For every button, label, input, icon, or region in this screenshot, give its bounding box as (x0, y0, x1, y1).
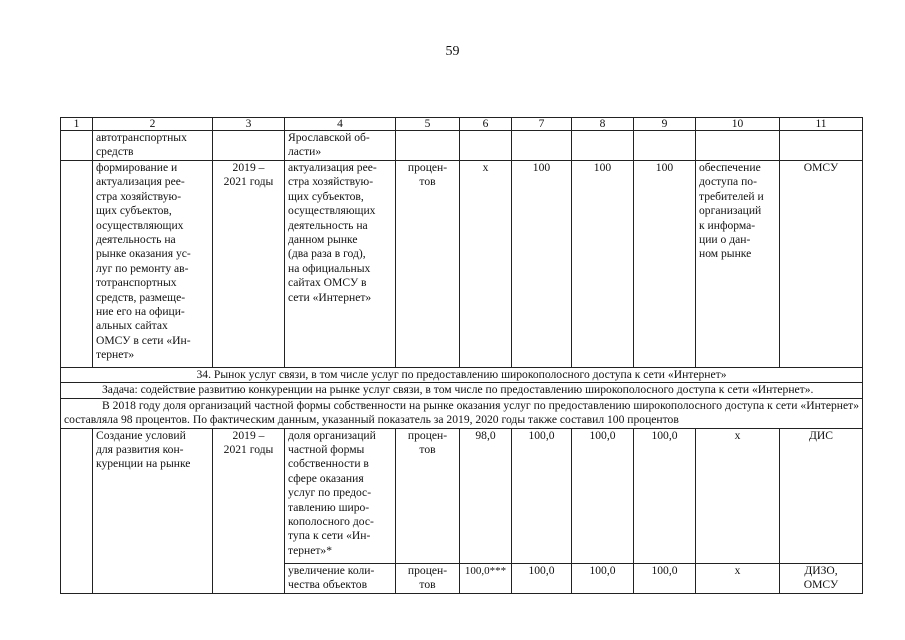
col-number: 5 (396, 118, 460, 131)
table-cell (396, 131, 460, 161)
col-number: 2 (93, 118, 213, 131)
table-cell (696, 131, 780, 161)
table-cell: Создание условий для развития кон- куренции на рынке (93, 428, 213, 593)
col-number: 4 (285, 118, 396, 131)
table-cell: 100,0 (634, 428, 696, 563)
table-cell: 2019 – 2021 годы (213, 161, 285, 368)
table-cell: ДИС (780, 428, 863, 563)
col-number: 11 (780, 118, 863, 131)
table-cell: х (460, 161, 512, 368)
info-row (61, 398, 863, 428)
table-cell: доля организаций частной формы собственности в сфере оказания услуг по предос- тавлению широ- кополосного дос- тупа к сети «Ин- тернет»* (285, 428, 396, 563)
col-number: 9 (634, 118, 696, 131)
table-cell: процен- тов (396, 161, 460, 368)
table-cell: 100 (512, 161, 572, 368)
table-cell (634, 131, 696, 161)
task-text: Задача: содействие развитию конкуренции на рынке услуг связи, в том числе по предоставлению широкополосного доступа к сети «Интернет». (61, 383, 863, 398)
col-number: 1 (61, 118, 93, 131)
table-cell (460, 131, 512, 161)
table-cell: 100,0 (572, 563, 634, 593)
table-cell: процен- тов (396, 563, 460, 593)
section-title-row (61, 368, 863, 383)
table-cell (61, 161, 93, 368)
col-number: 6 (460, 118, 512, 131)
table-cell: ДИЗО, ОМСУ (780, 563, 863, 593)
table-cell: увеличение коли- чества объектов (285, 563, 396, 593)
info-text: В 2018 году доля организаций частной формы собственности на рынке оказания услуг по предоставлению широкополосного доступа к сети «Интернет» составляла 98 процентов. По фактическим данным, указанный показатель за 2019, 2020 годы также составил 100 процентов (61, 398, 863, 428)
table-row (61, 428, 863, 563)
table-cell (213, 131, 285, 161)
col-number: 10 (696, 118, 780, 131)
table-cell: 100,0 (512, 428, 572, 563)
section-title: 34. Рынок услуг связи, в том числе услуг по предоставлению широкополосного доступа к сети «Интернет» (61, 368, 863, 383)
table-cell: формирование и актуализация рее- стра хозяйствую- щих субъектов, осуществляющих деятельность на рынке оказания ус- луг по ремонту ав- тотранспортных средств, размеще- ние его на офици- альных сайтах ОМСУ в сети «Ин- тернет» (93, 161, 213, 368)
table-cell: 100,0*** (460, 563, 512, 593)
table-cell: ОМСУ (780, 161, 863, 368)
table-cell: х (696, 563, 780, 593)
table-cell: 100,0 (572, 428, 634, 563)
table-cell: обеспечение доступа по- требителей и организаций к информа- ции о дан- ном рынке (696, 161, 780, 368)
table-cell: х (696, 428, 780, 563)
table-cell (61, 131, 93, 161)
table-cell: актуализация рее- стра хозяйствую- щих субъектов, осуществляющих деятельность на данном рынке (два раза в год), на официальных сайтах ОМСУ в сети «Интернет» (285, 161, 396, 368)
table-cell: автотранспортных средств (93, 131, 213, 161)
measures-table (60, 117, 863, 594)
table-cell (61, 428, 93, 593)
col-number: 7 (512, 118, 572, 131)
table-cell: 100 (634, 161, 696, 368)
table-cell: 98,0 (460, 428, 512, 563)
task-row (61, 383, 863, 398)
table-cell (780, 131, 863, 161)
table-cell: Ярославской об- ласти» (285, 131, 396, 161)
table-cell (572, 131, 634, 161)
table-cell: 100,0 (634, 563, 696, 593)
table-cell: 100 (572, 161, 634, 368)
page-number: 59 (445, 44, 460, 59)
table-cell: процен- тов (396, 428, 460, 563)
table-cell: 100,0 (512, 563, 572, 593)
col-number: 8 (572, 118, 634, 131)
table-row (61, 131, 863, 161)
col-number: 3 (213, 118, 285, 131)
table-cell: 2019 – 2021 годы (213, 428, 285, 593)
column-numbers-row (61, 118, 863, 131)
table-row (61, 161, 863, 368)
table-cell (512, 131, 572, 161)
